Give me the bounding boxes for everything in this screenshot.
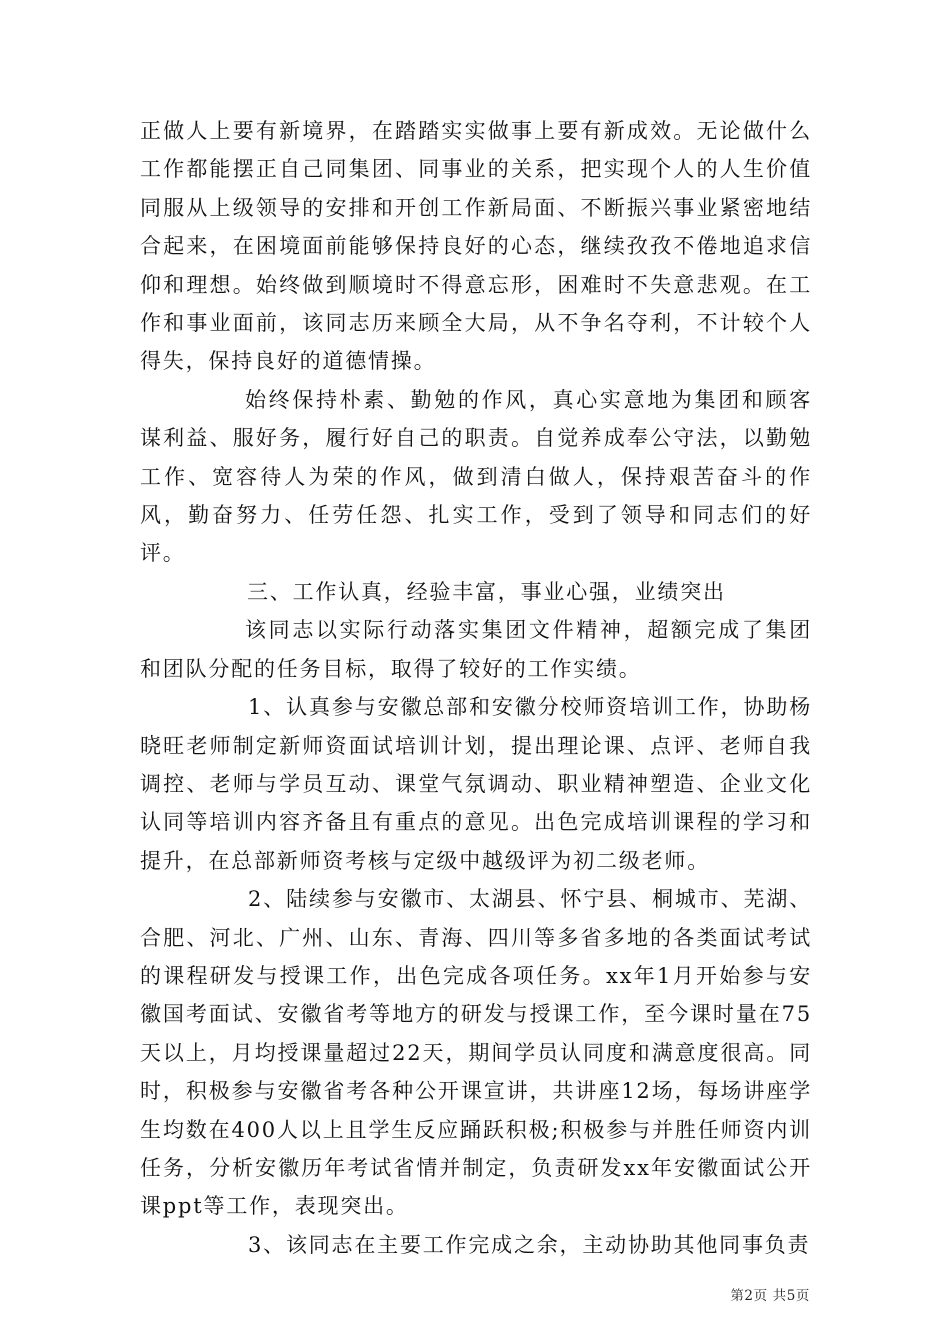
list-item-2-teaching: 2、陆续参与安徽市、太湖县、怀宁县、桐城市、芜湖、合肥、河北、广州、山东、青海、四川等多省多地的各类面试考试的课程研发与授课工作，出色完成各项任务。xx年1月开始参与安徽国考面试、安徽省考等地方的研发与授课工作，至今课时量在75天以上，月均授课量超过22天，期间学员认同度和满意度很高。同时，积极参与安徽省考各种公开课宣讲，共讲座12场，每场讲座学生均数在400人以上且学生反应踊跃积极;积极参与并胜任师资内训任务，分析安徽历年考试省情并制定，负责研发xx年安徽面试公开课ppt等工作，表现突出。 — [140, 887, 812, 1219]
list-item-1-training: 1、认真参与安徽总部和安徽分校师资培训工作，协助杨晓旺老师制定新师资面试培训计划，提出理论课、点评、老师自我调控、老师与学员互动、课堂气氛调动、职业精神塑造、企业文化认同等培训内容齐备且有重点的意见。出色完成培训课程的学习和提升，在总部新师资考核与定级中越级评为初二级老师。 — [140, 695, 812, 873]
paragraph-work-style: 始终保持朴素、勤勉的作风，真心实意地为集团和顾客谋利益、服好务，履行好自己的职责。自觉养成奉公守法，以勤勉工作、宽容待人为荣的作风，做到清白做人，保持艰苦奋斗的作风，勤奋努力、任劳任怨、扎实工作，受到了领导和同志们的好评。 — [140, 387, 812, 566]
paragraph-achievements-intro: 该同志以实际行动落实集团文件精神，超额完成了集团和团队分配的任务目标，取得了较好的工作实绩。 — [140, 618, 812, 681]
document-body — [140, 112, 812, 1264]
list-item-3-assistance: 3、该同志在主要工作完成之余，主动协助其他同事负责 — [248, 1232, 811, 1257]
paragraph-conduct: 正做人上要有新境界，在踏踏实实做事上要有新成效。无论做什么工作都能摆正自己同集团、同事业的关系，把实现个人的人生价值同服从上级领导的安排和开创工作新局面、不断振兴事业紧密地结合起来，在困境面前能够保持良好的心态，继续孜孜不倦地追求信仰和理想。始终做到顺境时不得意忘形，困难时不失意悲观。在工作和事业面前，该同志历来顾全大局，从不争名夺利，不计较个人得失，保持良好的道德情操。 — [140, 119, 812, 374]
page-number-footer: 第2页 共5页 — [730, 1288, 810, 1304]
section-heading-three: 三、工作认真，经验丰富，事业心强，业绩突出 — [247, 579, 726, 604]
